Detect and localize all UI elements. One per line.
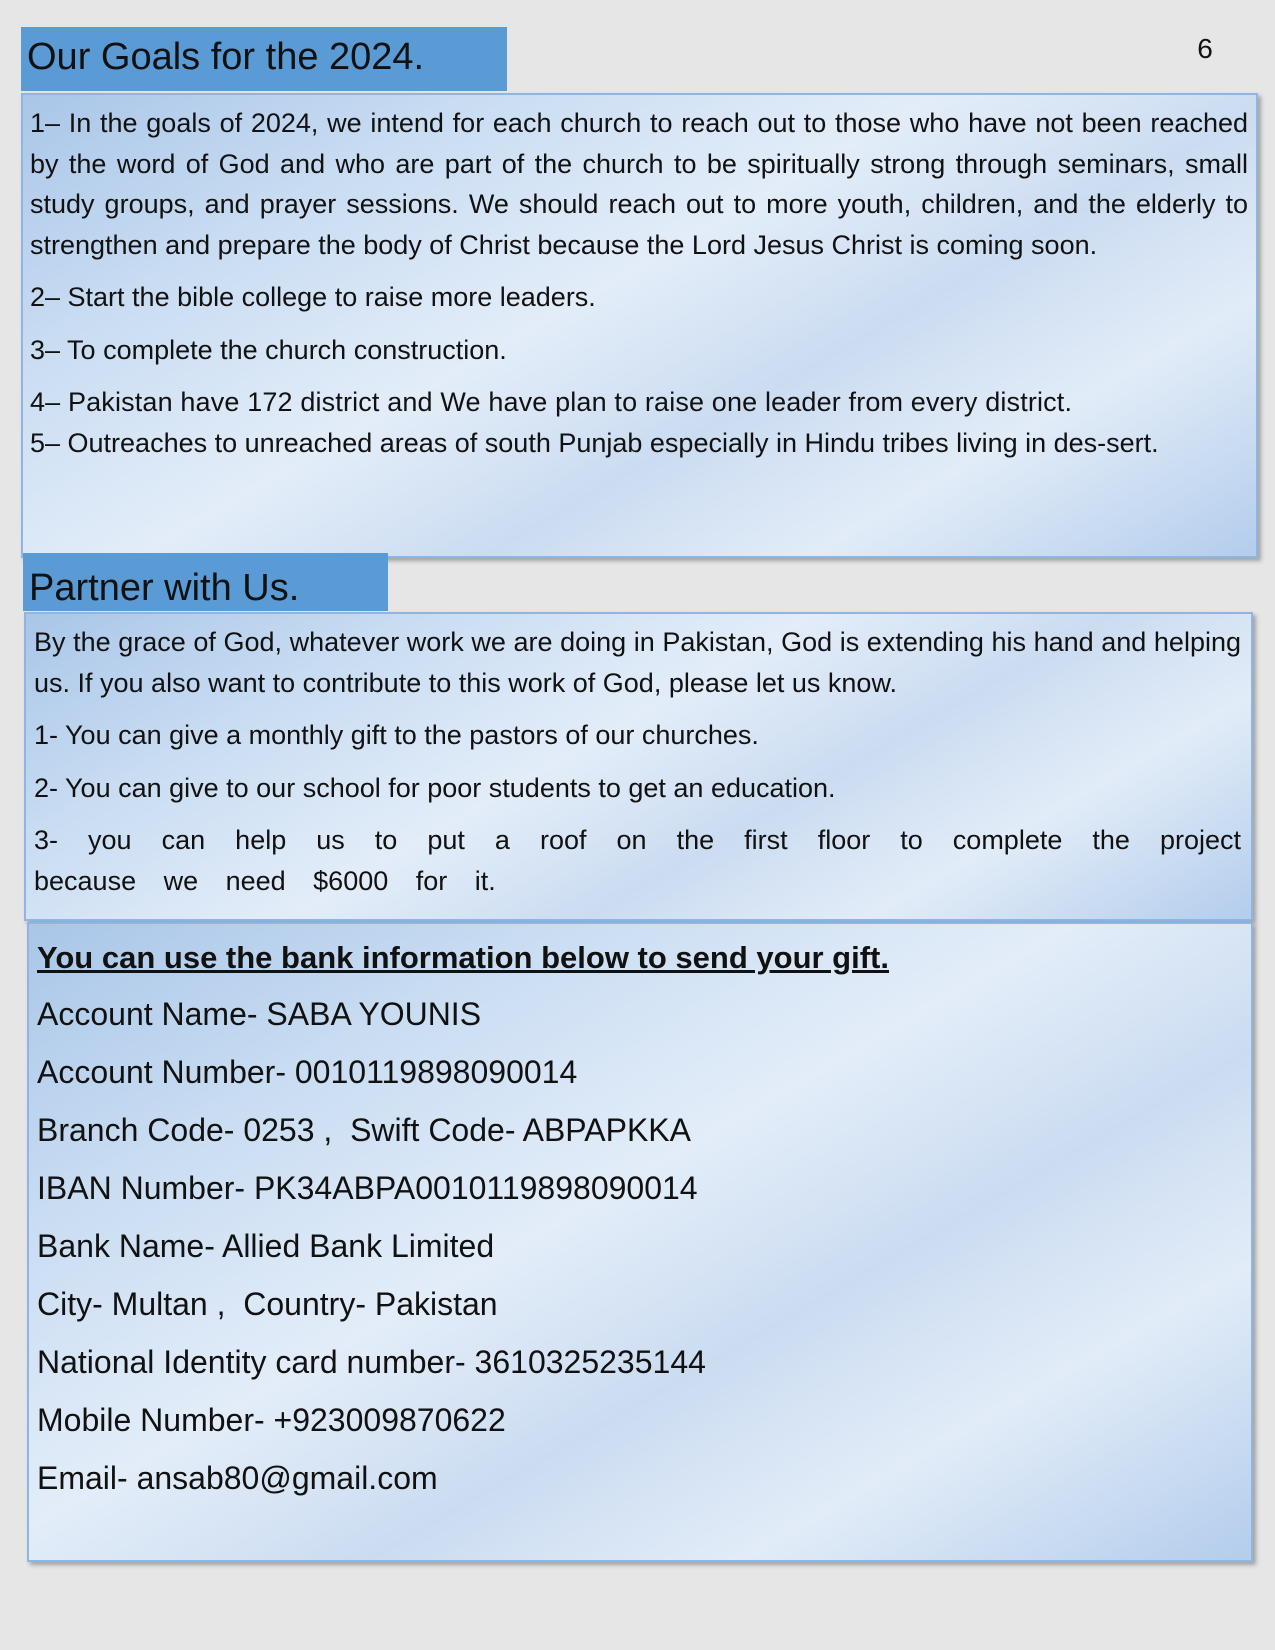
bank-email: Email- ansab80@gmail.com [37, 1460, 438, 1496]
bank-mobile: Mobile Number- +923009870622 [37, 1402, 506, 1438]
bank-title: You can use the bank information below to send your gift. [37, 940, 889, 975]
goals-heading [21, 27, 507, 91]
bank-account-name: Account Name- SABA YOUNIS [37, 996, 482, 1032]
goal-item-4: 4– Pakistan have 172 district and We have plan to raise one leader from every district. [30, 387, 1073, 417]
bank-iban: IBAN Number- PK34ABPA0010119898090014 [37, 1170, 698, 1206]
partner-heading [23, 553, 388, 611]
bank-name: Bank Name- Allied Bank Limited [37, 1228, 495, 1264]
partner-item-2: 2- You can give to our school for poor students to get an education. [34, 772, 836, 803]
bank-branch-swift: Branch Code- 0253 , Swift Code- ABPAPKKA [37, 1112, 691, 1148]
goal-item-1: 1– In the goals of 2024, we intend for each church to reach out to those who have not been reached by the word of God and who are part of the church to be spiritually strong through seminars, small study groups, and prayer sessions. We should reach out to more youth, children, and the elderly to strengthen and prepare the body of Christ because the Lord Jesus Christ is coming soon. [30, 108, 1248, 260]
goal-item-5: 5– Outreaches to unreached areas of south Punjab especially in Hindu tribes living in des-sert. [30, 427, 1159, 458]
goal-item-2: 2– Start the bible college to raise more leaders. [30, 282, 596, 312]
partner-heading-text: Partner with Us. [29, 567, 300, 609]
page-number: 6 [1197, 33, 1213, 64]
goals-box [21, 93, 1258, 558]
bank-city-country: City- Multan , Country- Pakistan [37, 1286, 498, 1322]
partner-box [24, 612, 1253, 921]
goals-heading-text: Our Goals for the 2024. [27, 36, 425, 78]
goal-item-3: 3– To complete the church construction. [30, 334, 507, 365]
bank-national-id: National Identity card number- 3610325235144 [37, 1344, 706, 1380]
partner-item-1: 1- You can give a monthly gift to the pastors of our churches. [34, 720, 759, 750]
partner-intro: By the grace of God, whatever work we are doing in Pakistan, God is extending his hand and helping us. If you also want to contribute to this work of God, please let us know. [34, 627, 1241, 698]
partner-item-3: 3- you can help us to put a roof on the first floor to complete the project because we need $6000 for it. [34, 825, 1241, 896]
bank-box [27, 922, 1253, 1562]
bank-account-number: Account Number- 0010119898090014 [37, 1054, 578, 1090]
